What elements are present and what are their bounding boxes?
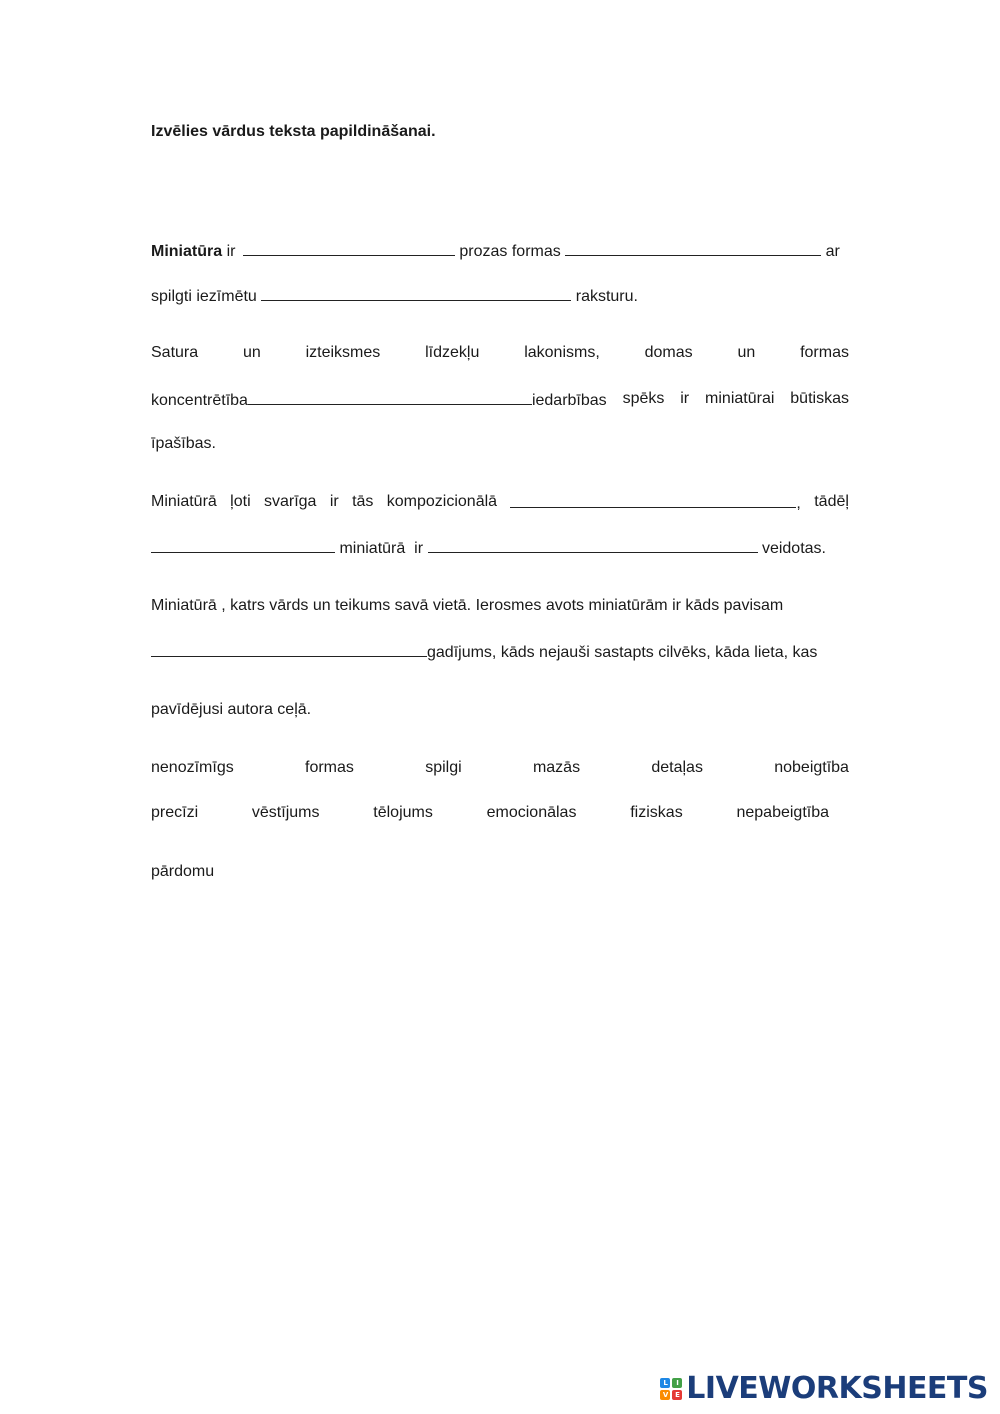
blank-2[interactable] (565, 240, 821, 256)
logo-letter-v: V (660, 1390, 670, 1400)
word: miniatūrai (705, 390, 775, 407)
text: Miniatūrā , katrs vārds un teikums savā vietā. Ierosmes avots miniatūrām ir kāds pavisam (151, 597, 784, 614)
term-miniatura: Miniatūra (151, 243, 223, 260)
p3-blank-group (510, 492, 800, 514)
word: Miniatūrā (151, 493, 217, 510)
word-bank-item[interactable]: nepabeigtība (736, 804, 829, 821)
p2-line2 (151, 389, 849, 411)
text: ir (414, 540, 424, 557)
p3-line1 (151, 492, 849, 514)
text: , (796, 495, 801, 512)
word: kompozicionālā (386, 493, 498, 510)
logo-letter-e: E (672, 1390, 682, 1400)
word: lakonisms, (524, 344, 600, 361)
word: un (737, 344, 756, 361)
blank-7[interactable] (428, 537, 758, 553)
logo-text: LIVEWORKSHEETS (686, 1371, 988, 1406)
word: spēks (622, 390, 665, 407)
word: tās (352, 493, 374, 510)
word-bank-item[interactable]: formas (305, 759, 354, 776)
word-bank-row-2 (151, 803, 829, 823)
p1-line1 (151, 240, 849, 262)
p3-line2 (151, 537, 849, 559)
blank-6[interactable] (151, 537, 335, 553)
word-bank-row-3 (151, 862, 849, 882)
blank-5[interactable] (510, 492, 796, 508)
word-bank-item[interactable]: spilgi (425, 759, 462, 776)
text: miniatūrā (339, 540, 406, 557)
blank-4[interactable] (248, 389, 532, 405)
blank-1[interactable] (243, 240, 455, 256)
word-bank-item[interactable]: nenozīmīgs (151, 759, 234, 776)
p2-line3 (151, 434, 849, 454)
p4-line3 (151, 700, 849, 720)
text: ir (226, 243, 236, 260)
word-bank-item[interactable]: vēstījums (251, 804, 320, 821)
word-bank-item[interactable]: mazās (532, 759, 581, 776)
text: ar (825, 243, 840, 260)
liveworksheets-logo (660, 1371, 988, 1406)
text: koncentrētība (151, 392, 248, 409)
word: tādēļ (814, 493, 849, 510)
word: un (242, 344, 261, 361)
word: Satura (151, 344, 199, 361)
word: iedarbības (531, 392, 607, 409)
word-bank-item[interactable]: tēlojums (373, 804, 433, 821)
page-title: Izvēlies vārdus teksta papildināšanai. (151, 123, 436, 140)
word-bank-item[interactable]: fiziskas (630, 804, 683, 821)
word: domas (644, 344, 693, 361)
blank-3[interactable] (261, 285, 571, 301)
word: ir (329, 493, 339, 510)
text: īpašības. (151, 435, 216, 452)
logo-letter-i: I (672, 1378, 682, 1388)
text: spilgti iezīmētu (151, 288, 257, 305)
text: raksturu. (575, 288, 638, 305)
word-bank-item[interactable]: pārdomu (151, 863, 215, 880)
text: pavīdējusi autora ceļā. (151, 701, 312, 718)
text: prozas formas (459, 243, 561, 260)
logo-grid-icon (660, 1378, 682, 1400)
p2-line2-start (151, 389, 607, 411)
word: ir (680, 390, 690, 407)
word: izteiksmes (305, 344, 381, 361)
word: līdzekļu (425, 344, 480, 361)
word: ļoti (230, 493, 251, 510)
word: svarīga (263, 493, 317, 510)
word: formas (800, 344, 849, 361)
p2-line1 (151, 343, 849, 363)
text: veidotas. (761, 540, 826, 557)
word-bank-item[interactable]: precīzi (151, 804, 199, 821)
word: būtiskas (790, 390, 849, 407)
word-bank-item[interactable]: emocionālas (486, 804, 577, 821)
blank-8[interactable] (151, 641, 427, 657)
p4-line1 (151, 596, 849, 616)
logo-letter-l: L (660, 1378, 670, 1388)
p1-line2 (151, 285, 849, 307)
word-bank-item[interactable]: nobeigtība (774, 759, 849, 776)
word-bank-item[interactable]: detaļas (651, 759, 703, 776)
text: gadījums, kāds nejauši sastapts cilvēks, kāda lieta, kas (427, 644, 818, 661)
word-bank-row-1 (151, 758, 849, 778)
p4-line2 (151, 641, 849, 663)
